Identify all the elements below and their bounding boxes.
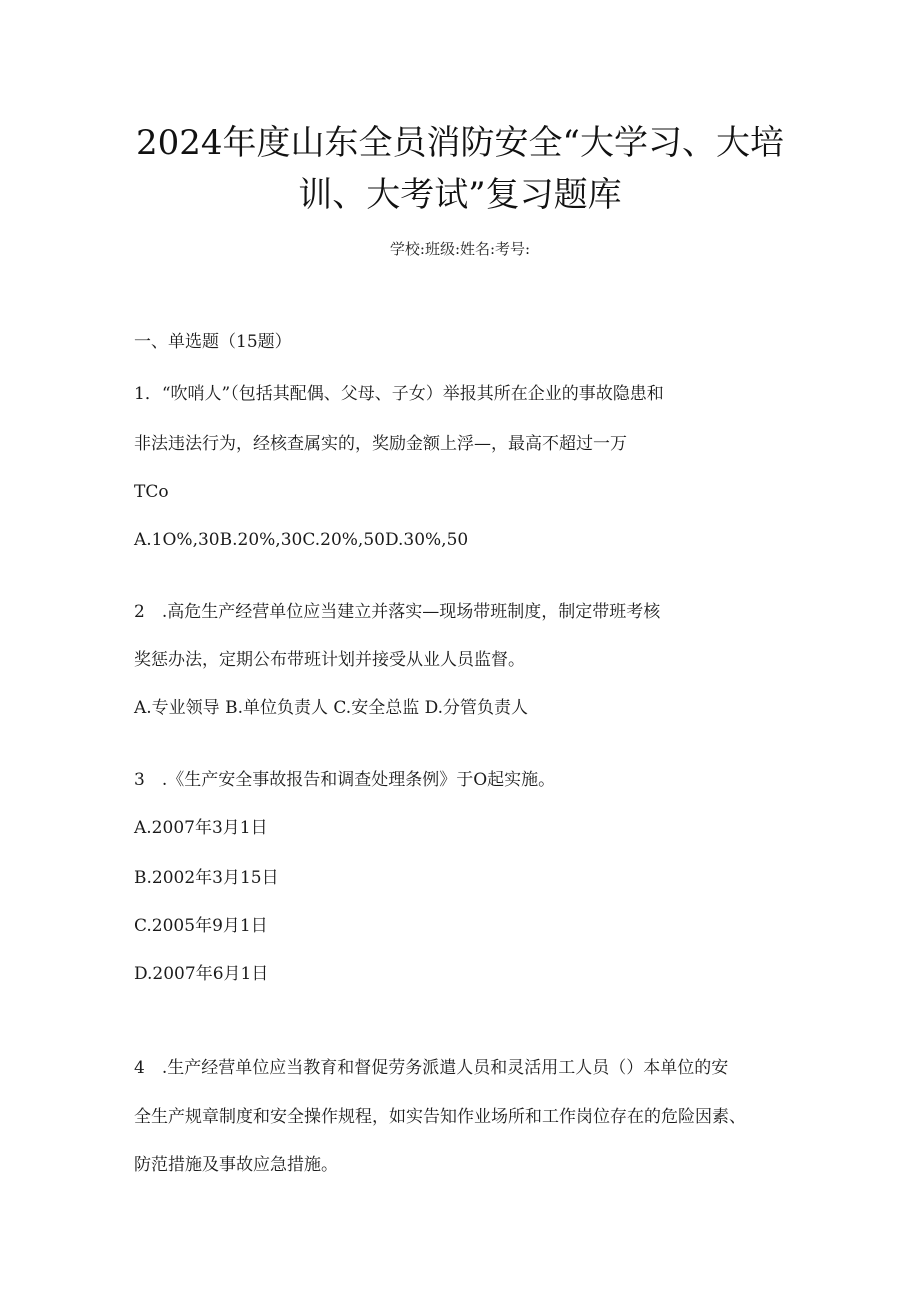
document-title-line-1: 2024年度山东全员消防安全“大学习、大培 <box>136 123 784 163</box>
question-1-text-line-2: 非法违法行为，经核查属实的，奖励金额上浮—，最高不超过一万 <box>134 434 627 454</box>
question-3-option-b: B.2002年3月15日 <box>134 868 279 888</box>
question-3-option-d: D.2007年6月1日 <box>134 964 269 984</box>
document-title-line-2: 训、大考试”复习题库 <box>298 175 622 215</box>
question-1-options: A.1O%,30B.20%,30C.20%,50D.30%,50 <box>134 530 469 550</box>
question-3-option-a: A.2007年3月1日 <box>134 818 268 838</box>
question-1-text-line-1: 1．“吹哨人”（包括其配偶、父母、子女）举报其所在企业的事故隐患和 <box>134 384 664 404</box>
question-2-options: A.专业领导 B.单位负责人 C.安全总监 D.分管负责人 <box>134 698 529 718</box>
question-2-text-line-1: 2 .高危生产经营单位应当建立并落实—现场带班制度，制定带班考核 <box>134 602 661 622</box>
question-3-option-c: C.2005年9月1日 <box>134 916 268 936</box>
question-3-text-line-1: 3 .《生产安全事故报告和调查处理条例》于O起实施。 <box>134 770 556 790</box>
student-info-line: 学校:班级:姓名:考号: <box>389 240 531 258</box>
section-heading: 一、单选题（15题） <box>134 332 292 352</box>
question-4-text-line-1: 4 .生产经营单位应当教育和督促劳务派遣人员和灵活用工人员（）本单位的安 <box>134 1058 729 1078</box>
question-4-text-line-2: 全生产规章制度和安全操作规程，如实告知作业场所和工作岗位存在的危险因素、 <box>134 1107 746 1127</box>
question-2-text-line-2: 奖惩办法，定期公布带班计划并接受从业人员监督。 <box>134 650 525 670</box>
question-4-text-line-3: 防范措施及事故应急措施。 <box>134 1155 338 1175</box>
question-1-text-line-3: TCo <box>134 482 169 502</box>
